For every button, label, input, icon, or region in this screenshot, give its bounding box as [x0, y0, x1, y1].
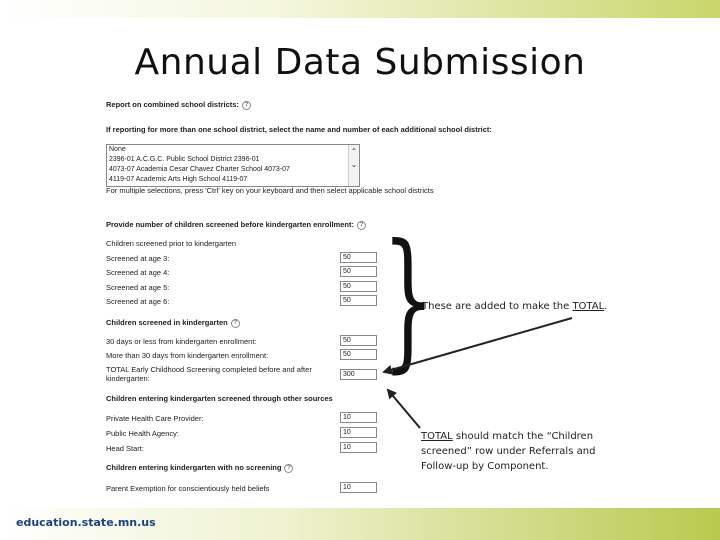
- prior-kindergarten-label: Children screened prior to kindergarten: [106, 239, 237, 248]
- help-icon[interactable]: ?: [284, 464, 293, 473]
- age4-input[interactable]: 50: [340, 266, 377, 277]
- curly-brace-icon: }: [382, 213, 435, 387]
- in-kindergarten-heading: Children screened in kindergarten ?: [106, 318, 240, 328]
- age6-input[interactable]: 50: [340, 295, 377, 306]
- screened-before-heading: Provide number of children screened before kindergarten enrollment: ?: [106, 220, 366, 230]
- arrow-up-to-total-icon: [388, 390, 420, 428]
- total-screening-label-line1: TOTAL Early Childhood Screening completed before and after: [106, 365, 312, 374]
- within-30-days-label: 30 days or less from kindergarten enrollment:: [106, 337, 257, 346]
- age5-label: Screened at age 5:: [106, 283, 170, 292]
- parent-exemption-label: Parent Exemption for conscientiously held beliefs: [106, 484, 270, 493]
- public-health-label: Public Health Agency:: [106, 429, 179, 438]
- over-30-days-input[interactable]: 50: [340, 349, 377, 360]
- private-provider-label: Private Health Care Provider:: [106, 414, 204, 423]
- footer-bar: [0, 508, 720, 540]
- multi-select-hint: For multiple selections, press 'Ctrl' key on your keyboard and then select applicable school districts: [106, 186, 434, 195]
- combined-districts-label: Report on combined school districts: ?: [106, 100, 251, 110]
- private-provider-input[interactable]: 10: [340, 412, 377, 423]
- page-title: Annual Data Submission: [134, 42, 586, 83]
- no-screening-heading: Children entering kindergarten with no screening ?: [106, 463, 293, 473]
- head-start-label: Head Start:: [106, 444, 144, 453]
- total-screening-label-line2: kindergarten:: [106, 374, 150, 383]
- district-option[interactable]: 4119-07 Academic Arts High School 4119-07: [109, 176, 248, 183]
- over-30-days-label: More than 30 days from kindergarten enrollment:: [106, 351, 269, 360]
- district-option[interactable]: 2396-01 A.C.G.C. Public School District 2396-01: [109, 156, 260, 163]
- head-start-input[interactable]: 10: [340, 442, 377, 453]
- added-note: These are added to make the TOTAL.: [422, 301, 608, 312]
- multi-district-label: If reporting for more than one school district, select the name and number of each additional school district:: [106, 125, 492, 134]
- age6-label: Screened at age 6:: [106, 297, 170, 306]
- district-option[interactable]: 4073-07 Academia Cesar Chavez Charter School 4073-07: [109, 166, 290, 173]
- age3-label: Screened at age 3:: [106, 254, 170, 263]
- parent-exemption-input[interactable]: 10: [340, 482, 377, 493]
- age4-label: Screened at age 4:: [106, 268, 170, 277]
- footer-url[interactable]: education.state.mn.us: [16, 516, 156, 529]
- other-sources-heading: Children entering kindergarten screened through other sources: [106, 394, 333, 403]
- within-30-days-input[interactable]: 50: [340, 335, 377, 346]
- age5-input[interactable]: 50: [340, 281, 377, 292]
- scroll-down-icon[interactable]: ⌄: [350, 160, 358, 169]
- match-note: TOTAL should match the “Children screened” row under Referrals and Follow-up by Component.: [421, 431, 596, 472]
- age3-input[interactable]: 50: [340, 252, 377, 263]
- district-option[interactable]: None: [109, 146, 126, 153]
- help-icon[interactable]: ?: [242, 101, 251, 110]
- arrow-to-total-icon: [384, 318, 572, 372]
- total-screening-input[interactable]: 300: [340, 369, 377, 380]
- public-health-input[interactable]: 10: [340, 427, 377, 438]
- help-icon[interactable]: ?: [357, 221, 366, 230]
- scroll-up-icon[interactable]: ⌃: [350, 147, 358, 156]
- help-icon[interactable]: ?: [231, 319, 240, 328]
